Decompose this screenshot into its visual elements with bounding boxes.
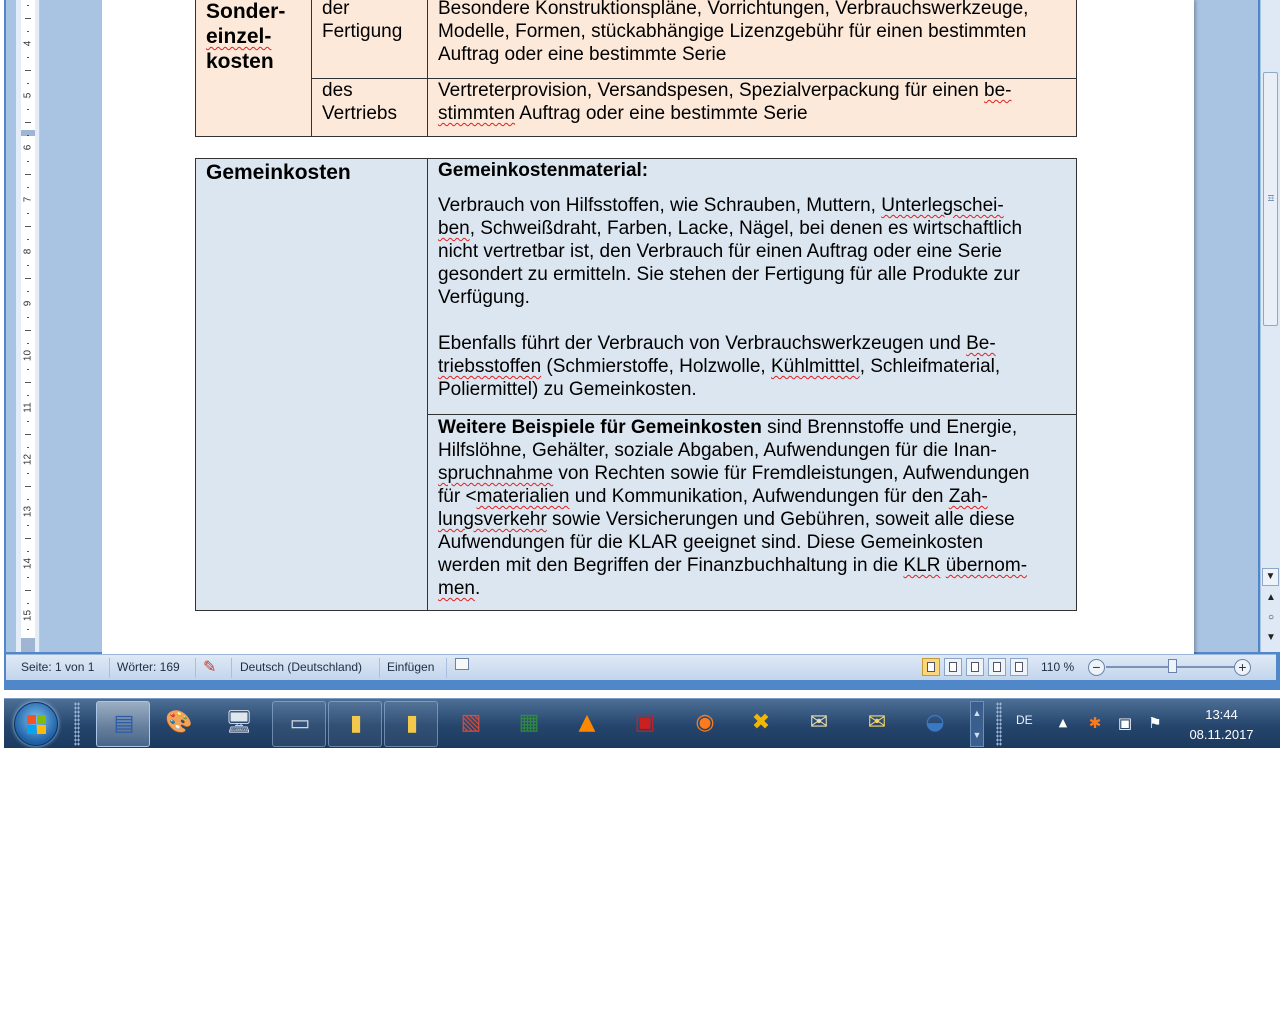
category-line: kosten bbox=[206, 50, 274, 73]
taskbar-button[interactable] bbox=[152, 701, 206, 747]
description-cell: Vertreterprovision, Versandspesen, Spezialverpackung für einen be- stimmten Auftrag oder eine bestimmte Serie bbox=[428, 79, 1077, 137]
paragraph: Weitere Beispiele für Gemeinkosten sind Brennstoffe und Energie, Hilfslöhne, Gehälter, soziale Abgaben, Aufwendungen für die Inan- spruchnahme von Rechten sowie für Fremdleistungen, Aufwendungen für <materialien und Kommunikation, Aufwendungen für den Zah- lungsverkehr sowie Versicherungen und Gebühren, soweit alle diese Aufwendungen für die KLAR geeignet sind. Diese Gemeinkosten werden mit den Begriffen der Finanzbuchhaltung in die KLR übernom- men. bbox=[438, 417, 1030, 599]
language-indicator[interactable]: DE bbox=[1016, 713, 1033, 727]
ruler-tick bbox=[27, 317, 29, 318]
material-title: Gemeinkostenmaterial: bbox=[438, 160, 649, 181]
zoom-in-button[interactable]: + bbox=[1234, 659, 1251, 676]
ruler-tick bbox=[27, 629, 29, 630]
ruler-tick bbox=[25, 278, 31, 279]
document-page[interactable] bbox=[102, 0, 1194, 660]
taskbar-button[interactable] bbox=[272, 701, 326, 747]
language-status[interactable]: Deutsch (Deutschland) bbox=[240, 660, 363, 674]
draft-view-button[interactable] bbox=[1010, 658, 1028, 676]
status-bar bbox=[6, 654, 1276, 680]
scroll-down-button[interactable]: ▼ bbox=[1262, 568, 1279, 586]
ruler-tick bbox=[27, 109, 29, 110]
folder-icon: ▮ bbox=[405, 711, 419, 736]
previous-page-icon[interactable]: ▲ bbox=[1266, 592, 1276, 603]
next-page-icon[interactable]: ▼ bbox=[1266, 632, 1276, 643]
ruler-number: 13 bbox=[22, 505, 34, 518]
ruler-tick bbox=[27, 239, 29, 240]
zoom-slider-thumb[interactable] bbox=[1168, 659, 1177, 673]
ruler-tick bbox=[27, 187, 29, 188]
ruler-tick bbox=[25, 226, 31, 227]
ruler-tick bbox=[27, 265, 29, 266]
ruler-tick bbox=[25, 122, 31, 123]
presentation-icon: ▧ bbox=[460, 710, 482, 735]
category-line: Sonder- bbox=[206, 0, 286, 23]
page-count[interactable]: Seite: 1 von 1 bbox=[21, 660, 95, 674]
ruler-tick bbox=[27, 395, 29, 396]
taskbar-button[interactable] bbox=[618, 701, 672, 747]
vertical-scrollbar[interactable] bbox=[1260, 0, 1280, 652]
sondereinzelkosten-table bbox=[195, 0, 1077, 137]
ruler-number: 12 bbox=[22, 453, 34, 466]
examples-cell bbox=[428, 415, 1077, 611]
ruler-tick bbox=[27, 551, 29, 552]
vertical-ruler[interactable] bbox=[16, 0, 40, 652]
ruler-tick bbox=[25, 174, 31, 175]
clock[interactable] bbox=[1174, 705, 1269, 745]
taskbar-button[interactable] bbox=[96, 701, 150, 747]
ruler-number: 8 bbox=[22, 248, 34, 255]
proofing-icon[interactable]: ✎ bbox=[203, 659, 217, 676]
outlook-envelope-icon: ✉ bbox=[867, 710, 887, 735]
mail-icon: ✉ bbox=[809, 710, 829, 735]
ruler-number: 14 bbox=[22, 557, 34, 570]
ruler-tick bbox=[25, 330, 31, 331]
vlc-cone-icon: ▲ bbox=[578, 710, 596, 735]
excel-icon: ▦ bbox=[518, 710, 540, 735]
category-line: einzel- bbox=[206, 25, 272, 48]
ruler-number: 5 bbox=[22, 92, 34, 99]
ruler-number: 10 bbox=[22, 349, 34, 362]
taskbar-button[interactable] bbox=[444, 701, 498, 747]
ruler-tick bbox=[25, 18, 31, 19]
ruler-tick bbox=[27, 57, 29, 58]
subcategory-cell: der Fertigung bbox=[312, 0, 428, 79]
ruler-number: 6 bbox=[22, 144, 34, 151]
ruler-tick bbox=[27, 161, 29, 162]
ruler-number: 9 bbox=[22, 300, 34, 307]
material-cell bbox=[428, 159, 1077, 415]
ruler-tick bbox=[27, 447, 29, 448]
zoom-out-button[interactable]: − bbox=[1088, 659, 1105, 676]
ruler-tick bbox=[27, 135, 29, 136]
category-cell bbox=[196, 0, 312, 137]
word-document-icon: ▤ bbox=[113, 711, 135, 736]
thunderbird-icon: ◒ bbox=[925, 710, 945, 735]
insert-mode-status[interactable]: Einfügen bbox=[387, 660, 435, 674]
show-hidden-icons-icon[interactable]: ▲ bbox=[1058, 716, 1068, 729]
network-icon[interactable]: ▣ bbox=[1117, 714, 1133, 732]
ruler-tick bbox=[27, 83, 29, 84]
ruler-tick bbox=[27, 369, 29, 370]
action-center-flag-icon[interactable]: ⚑ bbox=[1148, 714, 1162, 732]
drive-icon: ▭ bbox=[289, 711, 311, 736]
taskbar bbox=[4, 698, 1280, 748]
ruler-tick bbox=[25, 590, 31, 591]
paragraph: Verbrauch von Hilfsstoffen, wie Schrauben, Muttern, Unterlegschei- ben, Schweißdraht, Farben, Lacke, Nägel, bei denen es wirtschaftlich nicht vertretbar ist, den Verbrauch für einen Auftrag oder eine Serie gesondert zu ermitteln. Sie stehen der Fertigung für alle Produkte zur Verfügung. bbox=[438, 195, 1023, 308]
full-screen-reading-button[interactable] bbox=[944, 658, 962, 676]
taskbar-button[interactable] bbox=[908, 701, 962, 747]
windows-logo-icon bbox=[27, 715, 47, 735]
subcategory-cell: des Vertriebs bbox=[312, 79, 428, 137]
taskbar-scroll-button[interactable]: ▲ ▼ bbox=[970, 701, 984, 747]
document-area bbox=[6, 0, 1276, 652]
ruler-tick bbox=[25, 434, 31, 435]
taskbar-button[interactable] bbox=[560, 701, 614, 747]
word-window bbox=[4, 0, 1280, 690]
firefox-icon: ◉ bbox=[695, 710, 715, 735]
ruler-tick bbox=[27, 525, 29, 526]
ruler-tick bbox=[27, 603, 29, 604]
ruler-tick bbox=[25, 382, 31, 383]
taskbar-button[interactable] bbox=[678, 701, 732, 747]
description-cell: Besondere Konstruktionspläne, Vorrichtungen, Verbrauchswerkzeuge, Modelle, Formen, stückabhängige Lizenzgebühr für einen bestimmten Auftrag oder eine bestimmte Serie bbox=[428, 0, 1077, 79]
taskbar-button[interactable] bbox=[850, 701, 904, 747]
taskbar-button[interactable] bbox=[734, 701, 788, 747]
tools-icon: ✖ bbox=[751, 710, 771, 735]
paint-palette-icon: 🎨 bbox=[165, 710, 193, 735]
ruler-tick bbox=[27, 5, 29, 6]
ruler-number: 7 bbox=[22, 196, 34, 203]
ruler-tick bbox=[27, 213, 29, 214]
print-layout-view-button[interactable] bbox=[922, 658, 940, 676]
category-label: Gemeinkosten bbox=[206, 161, 351, 184]
web-layout-button[interactable] bbox=[966, 658, 984, 676]
zoom-level[interactable]: 110 % bbox=[1041, 660, 1075, 674]
red-app-icon: ▣ bbox=[634, 710, 656, 735]
clock-time: 13:44 bbox=[1205, 707, 1238, 722]
network-computer-icon: 🖥 bbox=[225, 710, 253, 735]
taskbar-button[interactable] bbox=[328, 701, 382, 747]
scroll-thumb[interactable] bbox=[1263, 72, 1278, 326]
taskbar-button[interactable] bbox=[384, 701, 438, 747]
taskbar-button[interactable] bbox=[502, 701, 556, 747]
folder-icon: ▮ bbox=[349, 711, 363, 736]
avast-icon[interactable]: ✱ bbox=[1088, 714, 1102, 732]
ruler-tick bbox=[27, 577, 29, 578]
select-browse-object-icon[interactable]: ○ bbox=[1267, 612, 1275, 623]
ruler-tick bbox=[25, 486, 31, 487]
clock-date: 08.11.2017 bbox=[1189, 727, 1254, 742]
category-cell bbox=[196, 159, 428, 611]
outline-view-button[interactable] bbox=[988, 658, 1006, 676]
start-button[interactable] bbox=[14, 702, 58, 746]
taskbar-button[interactable] bbox=[792, 701, 846, 747]
taskbar-button[interactable] bbox=[212, 701, 266, 747]
ruler-number: 15 bbox=[22, 609, 34, 622]
ruler-number: 11 bbox=[22, 402, 34, 413]
ruler-tick bbox=[25, 538, 31, 539]
ruler-number: 4 bbox=[22, 40, 34, 47]
ruler-tick bbox=[27, 31, 29, 32]
ruler-tick bbox=[25, 70, 31, 71]
ruler-tick bbox=[27, 343, 29, 344]
macro-record-icon[interactable] bbox=[455, 658, 469, 670]
word-count[interactable]: Wörter: 169 bbox=[117, 660, 180, 674]
ruler-tick bbox=[27, 291, 29, 292]
gemeinkosten-table bbox=[195, 158, 1077, 611]
ruler-tick bbox=[27, 473, 29, 474]
ruler-tick bbox=[27, 499, 29, 500]
paragraph: Ebenfalls führt der Verbrauch von Verbrauchswerkzeugen und Be- triebsstoffen (Schmierstoffe, Holzwolle, Kühlmitttel, Schleifmaterial, Poliermittel) zu Gemeinkosten. bbox=[438, 333, 1001, 400]
ruler-tick bbox=[27, 421, 29, 422]
